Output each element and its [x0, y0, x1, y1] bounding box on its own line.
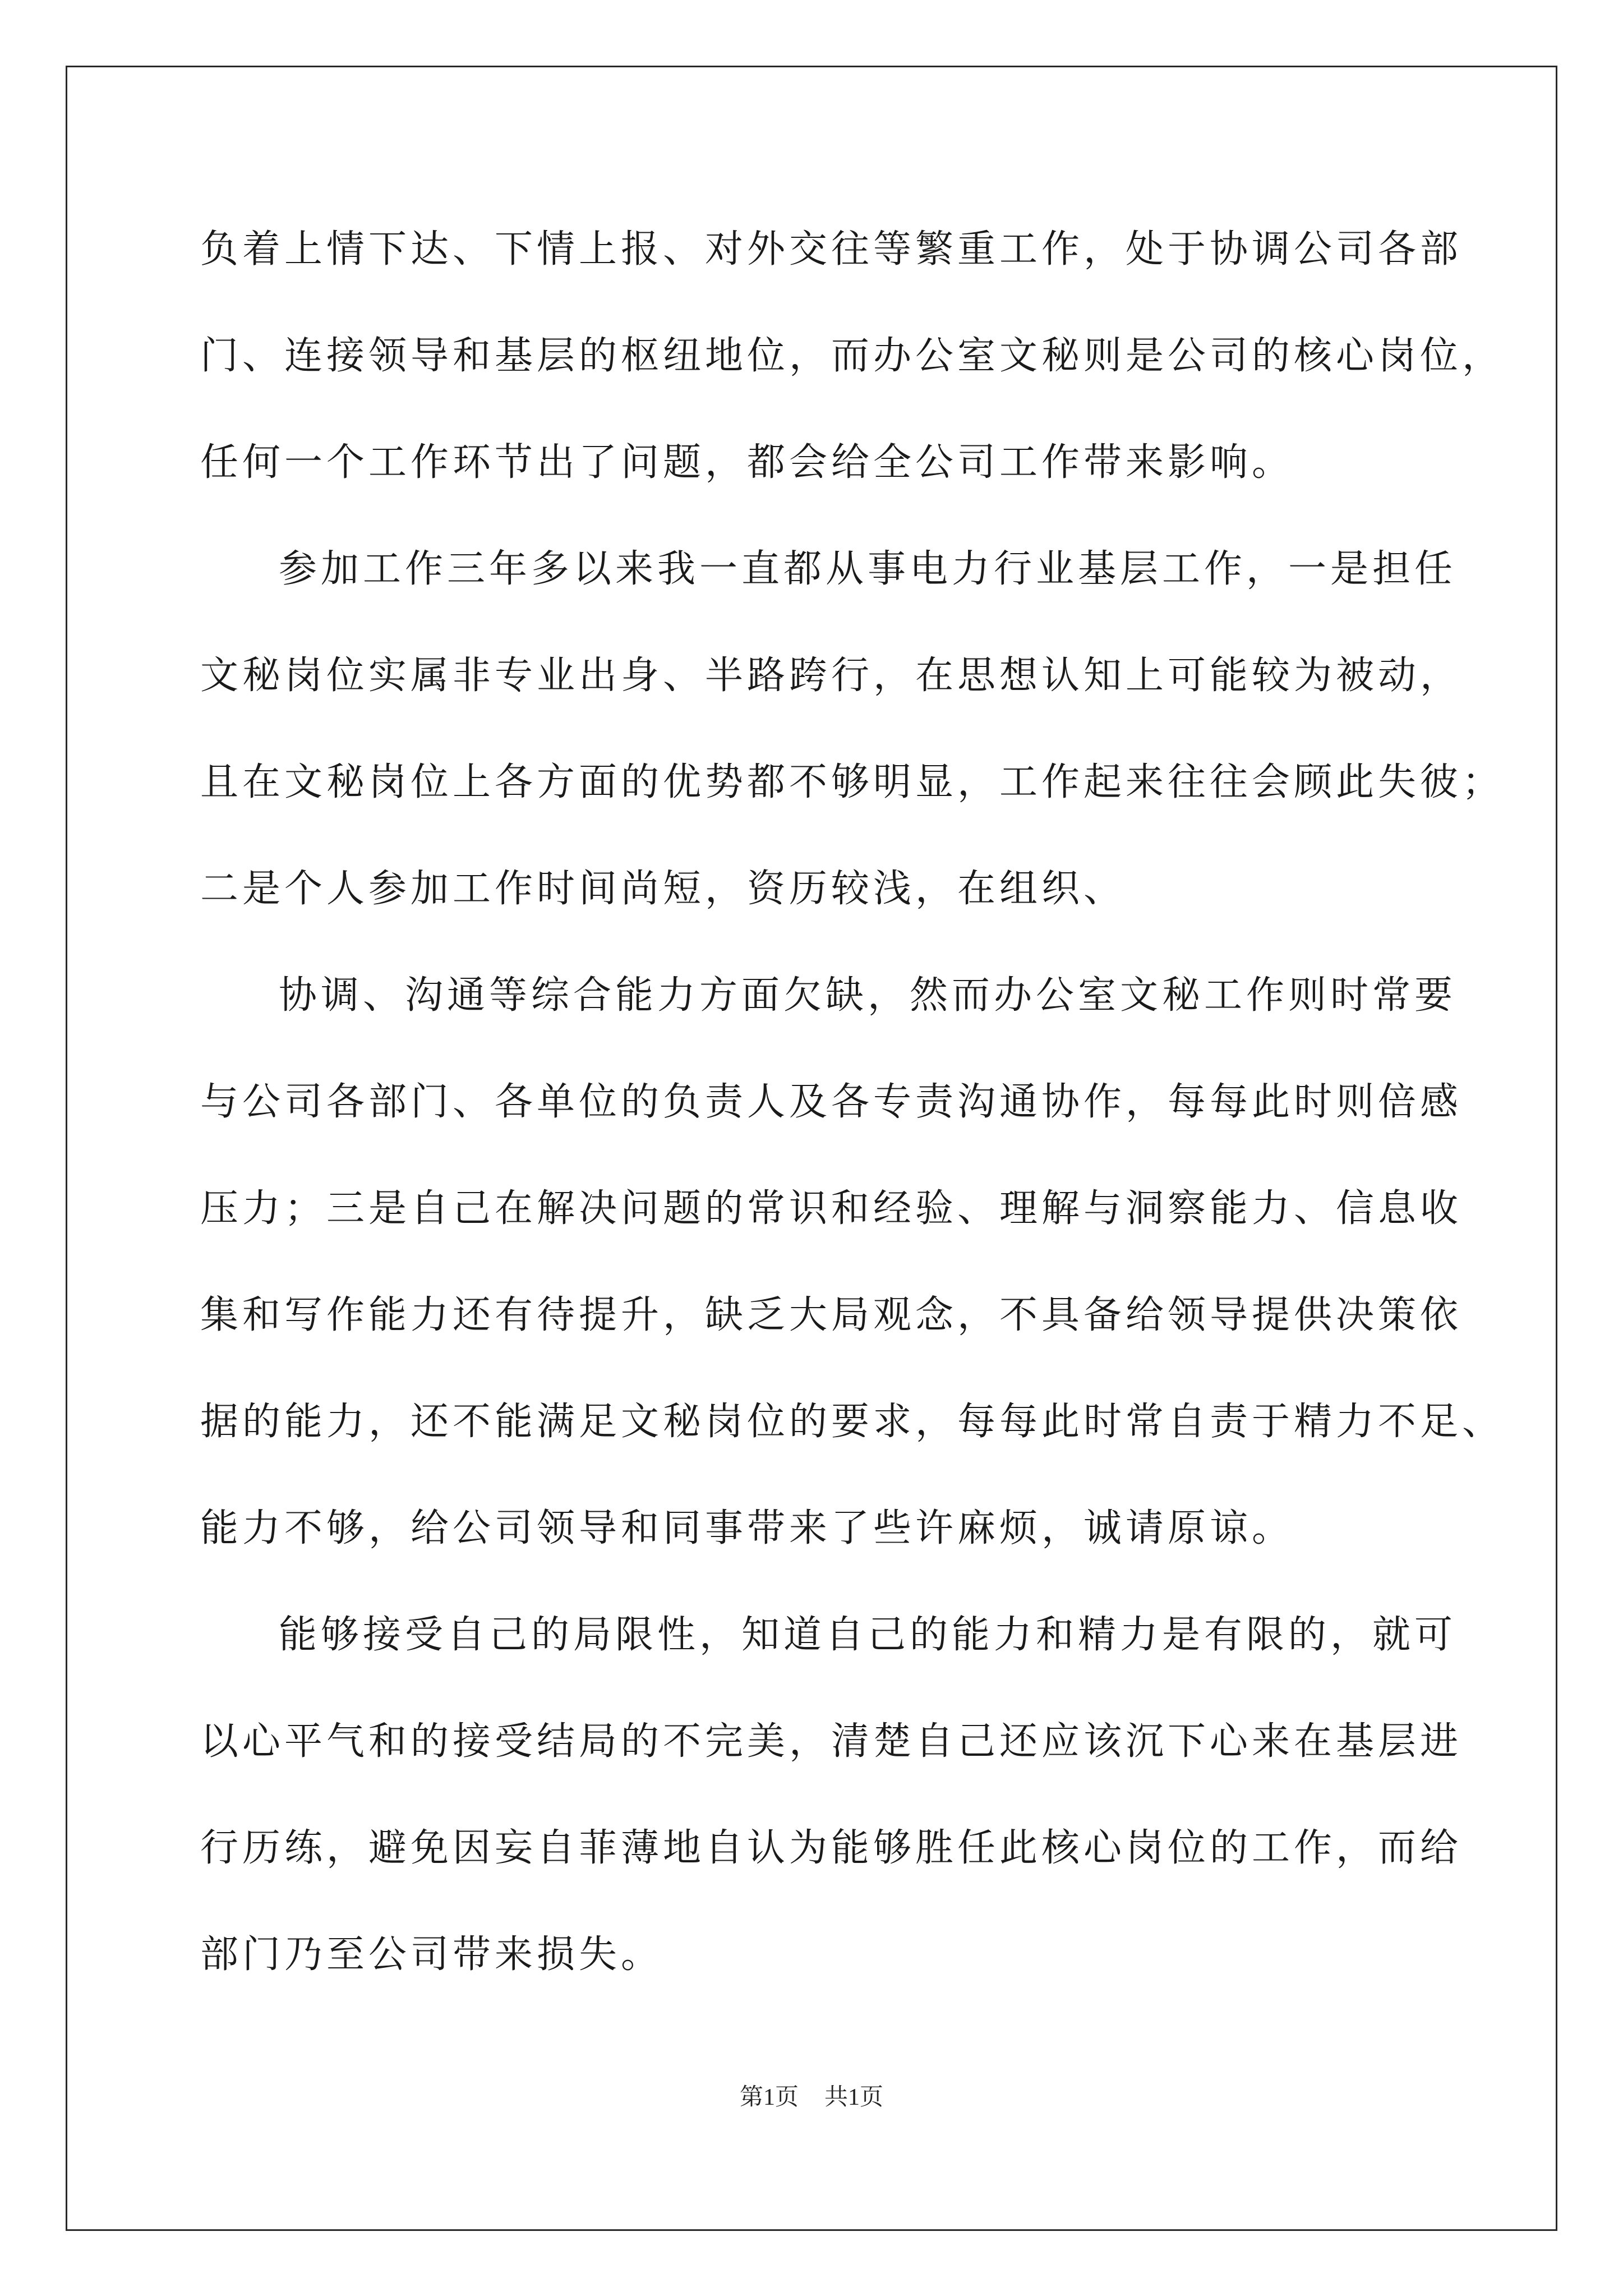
text-line: 且在文秘岗位上各方面的优势都不够明显，工作起来往往会顾此失彼； [200, 760, 1505, 804]
paragraph-start-line: 参加工作三年多以来我一直都从事电力行业基层工作，一是担任 [279, 547, 1457, 591]
text-line: 据的能力，还不能满足文秘岗位的要求，每每此时常自责于精力不足、 [200, 1400, 1505, 1444]
text-line: 与公司各部门、各单位的负责人及各专责沟通协作，每每此时则倍感 [200, 1080, 1463, 1124]
page-number-total: 共1页 [824, 2085, 884, 2110]
text-line: 文秘岗位实属非专业出身、半路跨行，在思想认知上可能较为被动， [200, 654, 1463, 698]
text-line: 行历练，避免因妄自菲薄地自认为能够胜任此核心岗位的工作，而给 [200, 1826, 1463, 1870]
text-line: 压力；三是自己在解决问题的常识和经验、理解与洞察能力、信息收 [200, 1186, 1463, 1231]
document-body [200, 213, 1505, 2025]
text-line: 二是个人参加工作时间尚短，资历较浅，在组织、 [200, 867, 1126, 911]
text-line: 负着上情下达、下情上报、对外交往等繁重工作，处于协调公司各部 [200, 227, 1463, 272]
text-line: 部门乃至公司带来损失。 [200, 1932, 663, 1977]
page-number-current: 第1页 [739, 2085, 799, 2110]
text-line: 集和写作能力还有待提升，缺乏大局观念，不具备给领导提供决策依 [200, 1293, 1463, 1337]
paragraph-start-line: 协调、沟通等综合能力方面欠缺，然而办公室文秘工作则时常要 [279, 973, 1457, 1018]
page-footer [0, 2078, 1623, 2112]
paragraph-start-line: 能够接受自己的局限性，知道自己的能力和精力是有限的，就可 [279, 1613, 1457, 1657]
text-line: 以心平气和的接受结局的不完美，清楚自己还应该沉下心来在基层进 [200, 1719, 1463, 1764]
text-line: 门、连接领导和基层的枢纽地位，而办公室文秘则是公司的核心岗位， [200, 334, 1505, 378]
text-line: 能力不够，给公司领导和同事带来了些许麻烦，诚请原谅。 [200, 1506, 1294, 1550]
text-line: 任何一个工作环节出了问题，都会给全公司工作带来影响。 [200, 440, 1294, 485]
